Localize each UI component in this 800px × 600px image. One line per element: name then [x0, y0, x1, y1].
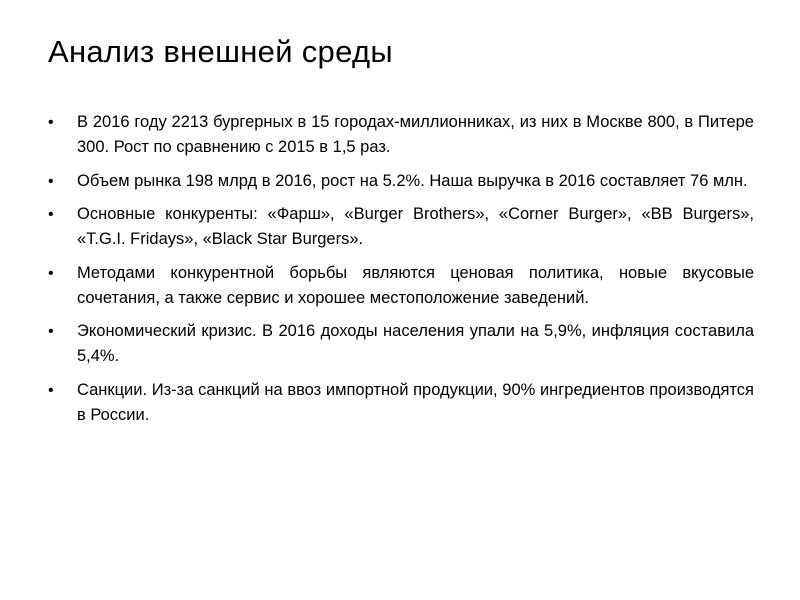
bullet-marker: • — [48, 381, 54, 399]
bullet-item — [48, 319, 754, 369]
bullet-item — [48, 169, 754, 194]
bullet-item — [48, 261, 754, 311]
bullet-text: Основные конкуренты: «Фарш», «Burger Brothers», «Corner Burger», «BB Burgers», «T.G.I. Fridays», «Black Star Burgers». — [77, 205, 754, 248]
bullet-text: Экономический кризис. В 2016 доходы населения упали на 5,9%, инфляция составила 5,4%. — [77, 322, 754, 365]
bullet-marker: • — [48, 114, 54, 131]
bullet-text: Объем рынка 198 млрд в 2016, рост на 5.2%. Наша выручка в 2016 составляет 76 млн. — [77, 171, 748, 190]
bullet-item — [48, 110, 754, 160]
bullet-text: Санкции. Из-за санкций на ввоз импортной продукции, 90% ингредиентов производятся в России. — [77, 380, 754, 424]
bullet-text: Методами конкурентной борьбы являются ценовая политика, новые вкусовые сочетания, а также сервис и хорошее местоположение заведений. — [77, 263, 754, 307]
slide-title: Анализ внешней среды — [48, 34, 393, 69]
bullet-list — [48, 110, 754, 436]
bullet-marker: • — [48, 264, 54, 282]
bullet-marker: • — [48, 323, 54, 340]
bullet-item — [48, 202, 754, 252]
bullet-text: В 2016 году 2213 бургерных в 15 городах-миллионниках, из них в Москве 800, в Питере 300. Рост по сравнению с 2015 в 1,5 раз. — [77, 113, 754, 156]
bullet-item — [48, 378, 754, 428]
bullet-marker: • — [48, 172, 54, 190]
bullet-marker: • — [48, 206, 54, 223]
